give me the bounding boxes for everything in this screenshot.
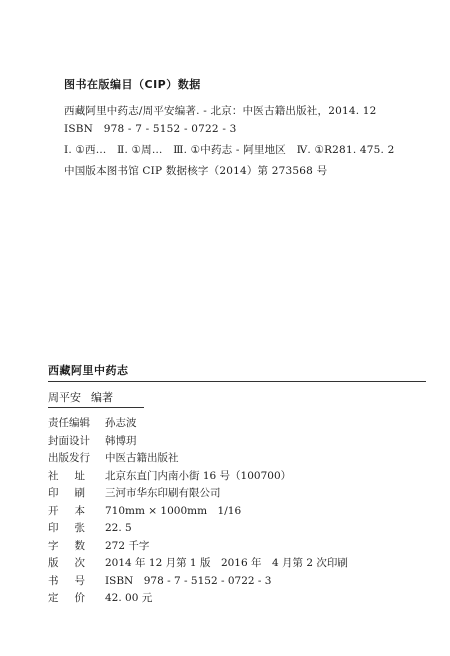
credit-value: 韩博玥 [105, 434, 137, 447]
credit-label: 责任编辑 [48, 417, 90, 429]
book-title: 西藏阿里中药志 [48, 364, 129, 377]
credit-label: 书号 [48, 574, 101, 587]
credit-row-publisher [48, 450, 348, 468]
credit-row-isbn [48, 573, 348, 591]
cip-heading: 图书在版编目（CIP）数据 [64, 78, 201, 91]
credit-row-printer [48, 485, 348, 503]
credit-row-cover-design [48, 433, 348, 451]
author-role: 编著 [91, 391, 113, 404]
cip-record-number: 中国版本图书馆 CIP 数据核字（2014）第 273568 号 [64, 165, 328, 177]
credit-row-address [48, 468, 348, 486]
author-divider [48, 407, 144, 408]
credit-row-word-count [48, 538, 348, 556]
credit-value: ISBN 978 - 7 - 5152 - 0722 - 3 [105, 574, 272, 587]
credit-value: 710mm × 1000mm 1/16 [105, 504, 242, 517]
credit-value: 42. 00 元 [105, 592, 153, 604]
credit-label: 印张 [48, 522, 101, 534]
credit-value: 22. 5 [105, 522, 132, 534]
credit-row-edition [48, 555, 348, 573]
cip-catalog-entry: 西藏阿里中药志/周平安编著. - 北京：中医古籍出版社，2014. 12 [64, 105, 377, 117]
credit-value: 272 千字 [105, 539, 150, 552]
credit-value: 北京东直门内南小街 16 号（100700） [105, 469, 292, 482]
credit-row-editor [48, 415, 348, 433]
title-divider [48, 381, 426, 382]
author-line [48, 389, 113, 405]
credit-label: 字数 [48, 539, 101, 552]
credit-row-price [48, 590, 348, 608]
cip-isbn: ISBN 978 - 7 - 5152 - 0722 - 3 [64, 123, 237, 135]
credit-label: 定价 [48, 592, 101, 604]
credit-label: 封面设计 [48, 434, 90, 447]
credit-label: 出版发行 [48, 452, 90, 464]
credit-label: 版次 [48, 557, 101, 569]
credit-row-format [48, 503, 348, 521]
credit-row-sheets [48, 520, 348, 538]
cip-subject-index: Ⅰ. ①西… Ⅱ. ①周… Ⅲ. ①中药志 - 阿里地区 Ⅳ. ①R281. 475. 2 [64, 144, 395, 156]
credits-list [48, 415, 348, 608]
credit-label: 社址 [48, 469, 101, 482]
credit-label: 开本 [48, 504, 101, 517]
credit-value: 孙志波 [105, 417, 137, 429]
credit-label: 印刷 [48, 487, 101, 499]
credit-value: 中医古籍出版社 [105, 452, 179, 464]
credit-value: 三河市华东印刷有限公司 [105, 487, 221, 499]
author-name: 周平安 [48, 391, 81, 404]
credit-value: 2014 年 12 月第 1 版 2016 年 4 月第 2 次印刷 [105, 557, 348, 569]
